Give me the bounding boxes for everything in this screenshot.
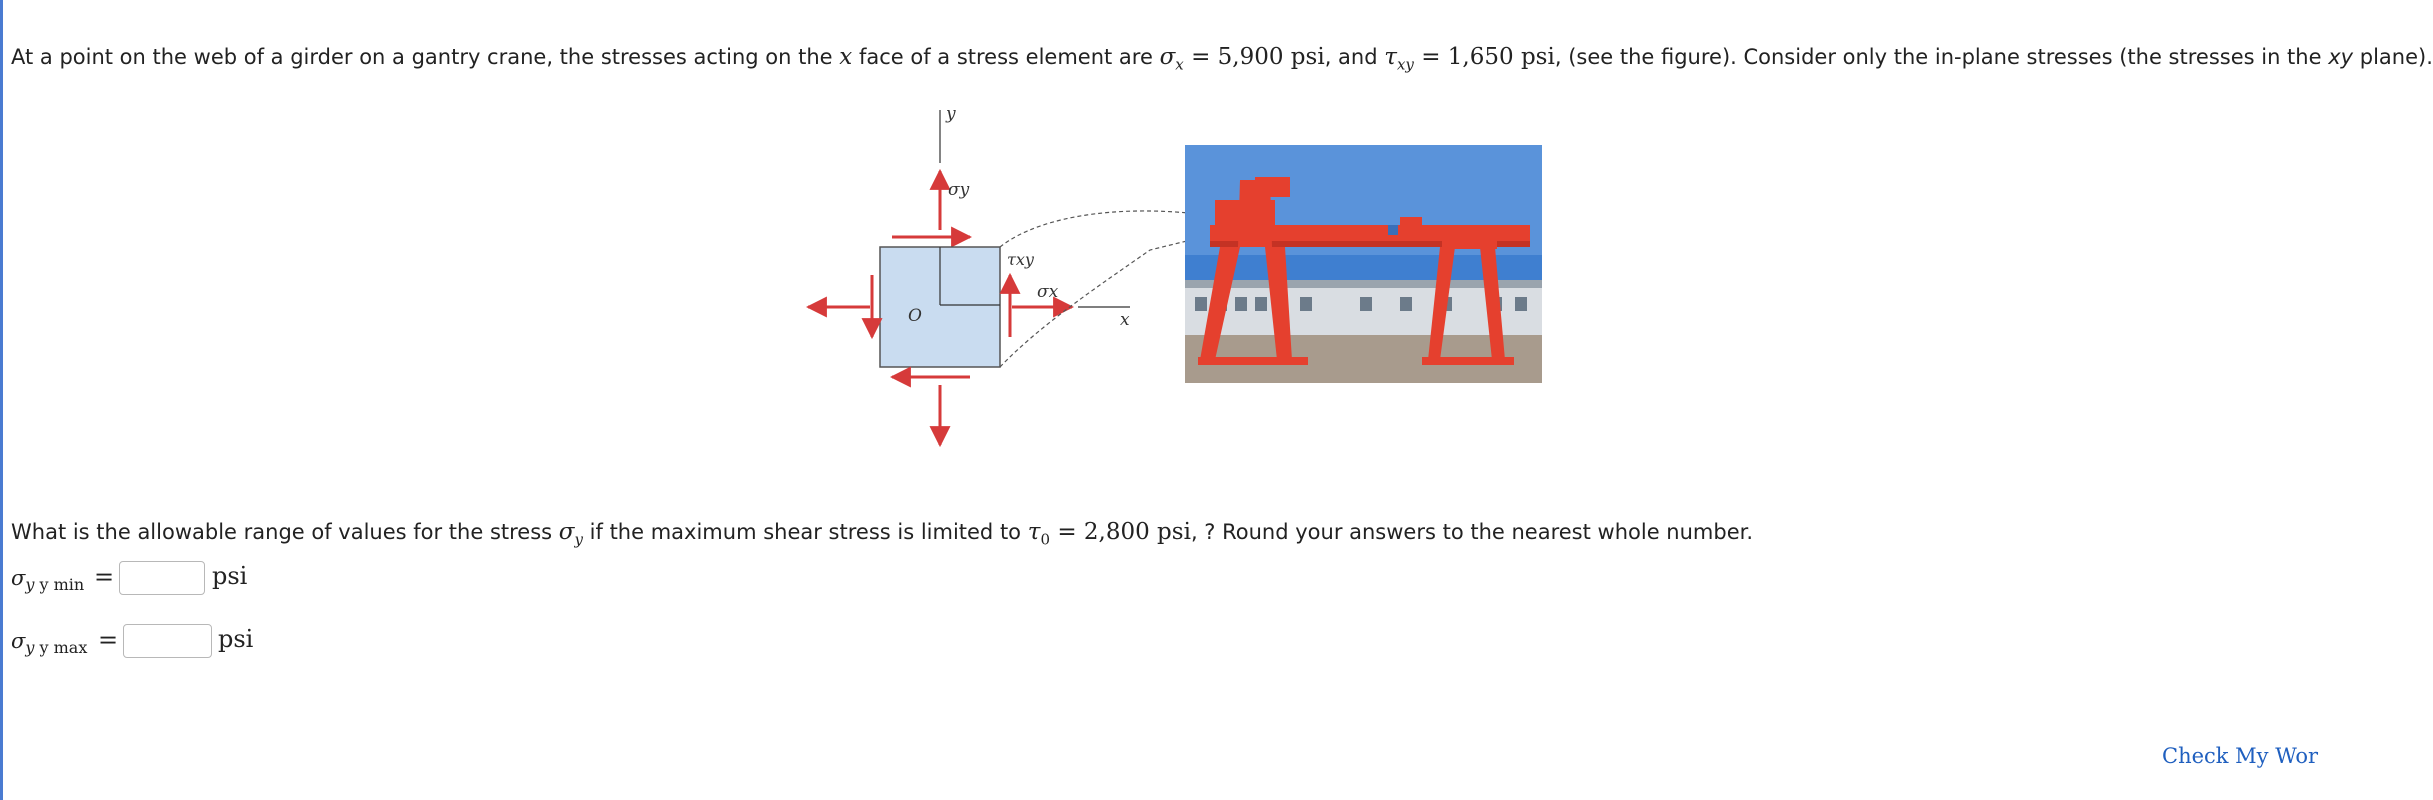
left-accent-rule <box>0 0 3 800</box>
tau-xy-value: = 1,650 psi <box>1421 44 1555 70</box>
question-text-2: if the maximum shear stress is limited to <box>589 520 1022 544</box>
sigma-y-max-input[interactable] <box>123 624 212 658</box>
sigma-y-max-label: $\sigma_{y y max}$ <box>11 629 88 657</box>
problem-statement: At a point on the web of a girder on a gantry crane, the stresses acting on the x face of a stress element are $\sigma_x = 5,900$ psi, and $\tau_{xy} = 1,650$ psi, (see the figure). Consider only the in-plane stresses (the stresses in the xy plane). <box>11 44 2433 74</box>
unit-psi-max: psi <box>218 625 254 653</box>
unit-psi-min: psi <box>212 562 248 590</box>
sigma-y-min-input[interactable] <box>119 561 205 595</box>
sigma-y-min-label: $\sigma_{y y min}$ <box>11 566 85 594</box>
problem-text-3: , (see the figure). Consider only the in-plane stresses (the stresses in the <box>1554 45 2322 69</box>
sigma-x-value: = 5,900 psi <box>1191 44 1325 70</box>
x-symbol: x <box>839 44 853 70</box>
origin-label: O <box>908 306 922 326</box>
sigma-x-label: σx <box>1037 282 1059 302</box>
question-text-3: , ? Round your answers to the nearest whole number. <box>1190 520 1753 544</box>
xy-text: xy <box>2328 45 2354 69</box>
question-statement: What is the allowable range of values for the stress $\sigma_y$ if the maximum shear stress is limited to $\tau_0 = 2,800$ psi, ? Round your answers to the nearest whole number. <box>11 519 1753 549</box>
problem-text-1: At a point on the web of a girder on a gantry crane, the stresses acting on the <box>11 45 833 69</box>
equals-sign-min: = <box>94 563 115 591</box>
gantry-crane-photo <box>1185 145 1542 383</box>
y-axis-label: y <box>946 104 956 124</box>
sigma-y-label: σy <box>948 180 970 200</box>
tau-xy-label: τxy <box>1007 250 1034 269</box>
x-axis-label: x <box>1120 310 1130 330</box>
problem-text-4: plane). <box>2359 45 2433 69</box>
question-text-1: What is the allowable range of values for the stress <box>11 520 553 544</box>
tau0-value: = 2,800 psi <box>1057 519 1191 545</box>
problem-text-2: face of a stress element are <box>858 45 1153 69</box>
and-text: , and <box>1324 45 1378 69</box>
sigma-y-max-sub: y max <box>39 638 88 657</box>
sigma-y-min-sub: y min <box>39 575 85 594</box>
equals-sign-max: = <box>98 626 119 654</box>
check-my-work-link[interactable]: Check My Wor <box>2162 744 2319 768</box>
stress-element-figure <box>800 105 1550 450</box>
